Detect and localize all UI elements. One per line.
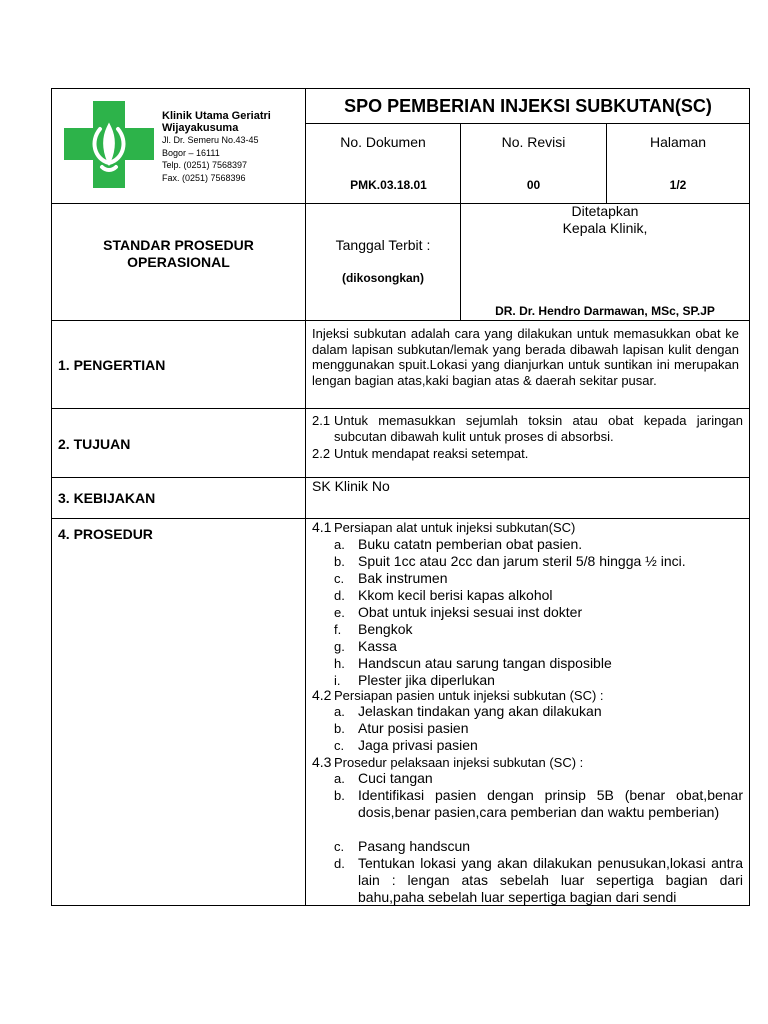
rule-s3-bottom	[51, 518, 750, 519]
list-item-text: Bak instrumen	[358, 570, 448, 586]
doc-number-label: No. Dokumen	[340, 134, 426, 150]
list-item-text: Spuit 1cc atau 2cc dan jarum steril 5/8 hingga ½ inci.	[358, 553, 686, 569]
procedure-43-title: Prosedur pelaksaan injeksi subkutan (SC) :	[334, 755, 584, 770]
list-item-letter: b.	[334, 721, 345, 736]
clinic-fax: Fax. (0251) 7568396	[162, 173, 246, 183]
tujuan-item-number: 2.2	[312, 446, 331, 461]
list-item-text: Kassa	[358, 638, 397, 654]
list-item-letter: c.	[334, 839, 345, 854]
procedure-list-item	[334, 553, 743, 570]
list-item-text: Handscun atau sarung tangan disposible	[358, 655, 612, 671]
procedure-list-item	[334, 720, 743, 737]
list-item-letter: d.	[334, 856, 345, 871]
procedure-list-item	[334, 621, 743, 638]
list-item-text: Kkom kecil berisi kapas alkohol	[358, 587, 553, 603]
revision-label: No. Revisi	[501, 134, 566, 150]
tujuan-item-number: 2.1	[312, 413, 331, 428]
revision-value: 00	[526, 178, 541, 192]
list-item-letter: i.	[334, 673, 341, 688]
rule-sop-bottom	[51, 320, 750, 321]
rule-top	[51, 88, 750, 89]
approver-position: Kepala Klinik,	[562, 220, 648, 236]
procedure-43-number: 4.3	[312, 754, 332, 770]
procedure-list-item	[334, 770, 743, 787]
list-item-text: Buku catatn pemberian obat pasien.	[358, 536, 583, 552]
list-item-letter: e.	[334, 605, 345, 620]
list-item-letter: f.	[334, 622, 342, 637]
rule-right	[749, 88, 750, 906]
procedure-list-item	[334, 703, 743, 720]
list-item-letter: a.	[334, 537, 345, 552]
rule-middle	[305, 88, 306, 906]
list-item-text: Jaga privasi pasien	[358, 737, 478, 753]
section-pengertian-title: 1. PENGERTIAN	[58, 357, 166, 373]
procedure-list-item	[334, 855, 743, 906]
rule-title-bottom	[305, 123, 750, 124]
list-item-letter: c.	[334, 571, 345, 586]
list-item-text: Obat untuk injeksi sesuai inst dokter	[358, 604, 583, 620]
document-title: SPO PEMBERIAN INJEKSI SUBKUTAN(SC)	[344, 96, 712, 116]
section-pengertian-text: Injeksi subkutan adalah cara yang dilakukan untuk memasukkan obat ke dalam lapisan subkutan/lemak yang berada dibawah lapisan kulit dengan menggunakan spuit.Lokasi yang dianjurkan untuk suntikan ini merupakan lengan bagian atas,kaki bagian atas & daerah sekitar pusar.	[312, 326, 739, 388]
section-kebijakan-text: SK Klinik No	[312, 478, 390, 494]
list-item-text: Identifikasi pasien dengan prinsip 5B (benar obat,benar dosis,benar pasien,cara pemberian dan waktu pemberian)	[358, 787, 743, 820]
procedure-list-item	[334, 737, 743, 754]
procedure-list-item	[334, 604, 743, 621]
list-item-letter: h.	[334, 656, 345, 671]
sop-label-line1: STANDAR PROSEDUR	[103, 237, 254, 253]
procedure-list-item	[334, 570, 743, 587]
tujuan-item-text: Untuk mendapat reaksi setempat.	[334, 446, 529, 461]
list-item-letter: d.	[334, 588, 345, 603]
clinic-phone: Telp. (0251) 7568397	[162, 160, 248, 170]
list-item-text: Tentukan lokasi yang akan dilakukan penusukan,lokasi antra lain : lengan atas sebelah luar sepertiga bagian dari bahu,paha sebelah luar sepertiga bagian dari sendi	[358, 855, 743, 905]
page-label: Halaman	[649, 134, 707, 150]
issued-date-value: (dikosongkan)	[341, 271, 424, 285]
issued-date-label: Tanggal Terbit :	[335, 237, 431, 253]
procedure-42-number: 4.2	[312, 687, 332, 703]
procedure-list-item	[334, 536, 743, 553]
rule-s2-bottom	[51, 477, 750, 478]
rule-s1-bottom	[51, 408, 750, 409]
list-item-letter: g.	[334, 639, 345, 654]
tujuan-item-text: Untuk memasukkan sejumlah toksin atau obat kepada jaringan subcutan dibawah kulit untuk proses di absorbsi.	[334, 413, 743, 444]
procedure-list-item	[334, 787, 743, 838]
section-prosedur-title: 4. PROSEDUR	[58, 526, 153, 542]
procedure-42-title: Persiapan pasien untuk injeksi subkutan (SC) :	[334, 688, 604, 703]
list-item-text: Bengkok	[358, 621, 413, 637]
list-item-text: Atur posisi pasien	[358, 720, 469, 736]
list-item-letter: b.	[334, 554, 345, 569]
page-value: 1/2	[669, 178, 687, 192]
clinic-name: Klinik Utama Geriatri Wijayakusuma	[162, 110, 271, 134]
procedure-list-item	[334, 655, 743, 672]
sop-label-line2: OPERASIONAL	[127, 254, 230, 270]
doc-number-value: PMK.03.18.01	[350, 178, 427, 192]
procedure-list-item	[334, 638, 743, 655]
clinic-address-city: Bogor – 16111	[162, 148, 220, 158]
list-item-letter: a.	[334, 704, 345, 719]
section-kebijakan-title: 3. KEBIJAKAN	[58, 490, 156, 506]
signatory-name: DR. Dr. Hendro Darmawan, MSc, SP.JP	[495, 304, 715, 318]
procedure-list-item	[334, 672, 743, 689]
list-item-text: Cuci tangan	[358, 770, 433, 786]
rule-left	[51, 88, 52, 906]
clinic-address-street: Jl. Dr. Semeru No.43-45	[162, 135, 259, 145]
list-item-letter: a.	[334, 771, 345, 786]
procedure-41-title: Persiapan alat untuk injeksi subkutan(SC)	[334, 520, 576, 535]
list-item-letter: b.	[334, 788, 345, 803]
list-item-text: Jelaskan tindakan yang akan dilakukan	[358, 703, 602, 719]
procedure-41-number: 4.1	[312, 519, 332, 535]
procedure-list-item	[334, 587, 743, 604]
approved-by-label: Ditetapkan	[571, 203, 639, 219]
list-item-letter: c.	[334, 738, 345, 753]
list-item-text: Plester jika diperlukan	[358, 672, 495, 688]
list-item-text: Pasang handscun	[358, 838, 471, 854]
procedure-list-item	[334, 838, 743, 855]
section-tujuan-title: 2. TUJUAN	[58, 436, 131, 452]
clinic-logo	[64, 101, 154, 188]
